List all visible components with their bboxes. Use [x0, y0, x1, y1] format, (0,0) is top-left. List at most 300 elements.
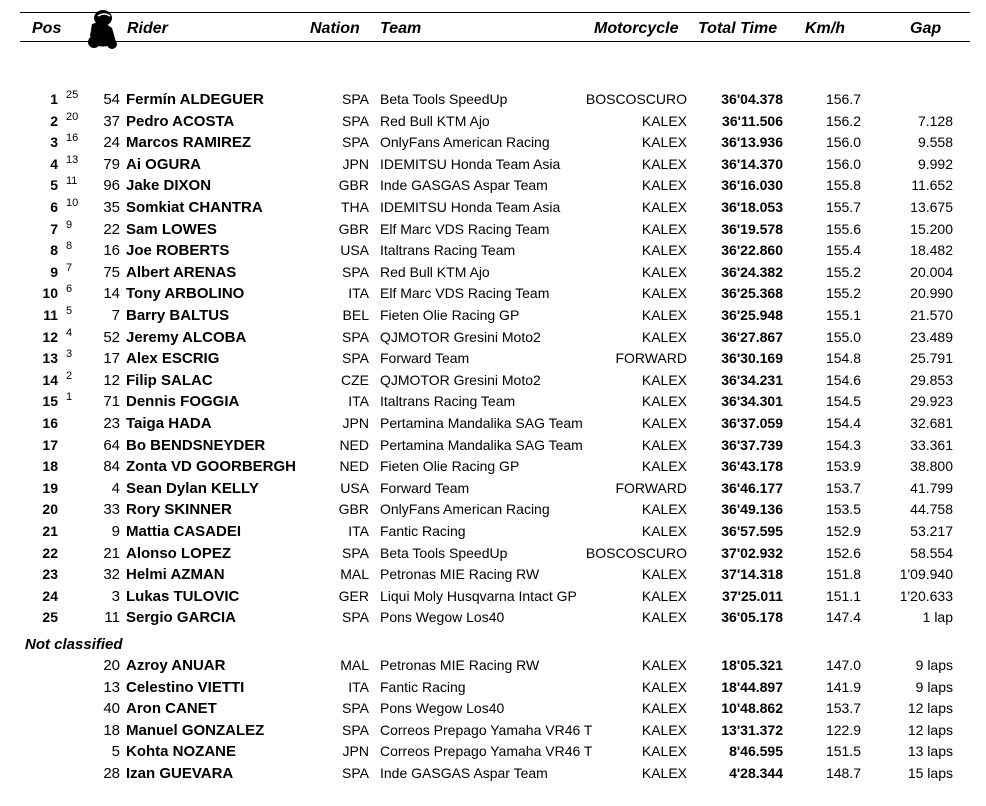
- gap: 15 laps: [907, 765, 953, 781]
- rider-number: 33: [103, 501, 120, 519]
- position: 15: [42, 393, 58, 410]
- team-name: Petronas MIE Racing RW: [380, 657, 540, 673]
- speed-kmh: 153.5: [825, 501, 861, 518]
- gap: 21.570: [910, 307, 953, 323]
- speed-kmh: 155.4: [825, 242, 861, 259]
- header-top-rule: [20, 12, 970, 13]
- speed-kmh: 147.4: [825, 609, 861, 626]
- motorcycle: KALEX: [641, 678, 687, 695]
- total-time: 36'37.739: [721, 436, 783, 453]
- rider-name: Azroy ANUAR: [126, 657, 226, 674]
- rider-name: Sergio GARCIA: [126, 609, 237, 627]
- motorcycle-rider-icon: [82, 6, 122, 50]
- speed-kmh: 122.9: [825, 721, 861, 738]
- team-name: OnlyFans American Racing: [380, 501, 550, 518]
- motorcycle: KALEX: [641, 523, 687, 539]
- rider-name: Bo BENDSNEYDER: [126, 436, 266, 454]
- team-name: Inde GASGAS Aspar Team: [380, 765, 548, 781]
- rider-number: 64: [103, 436, 120, 454]
- total-time: 10'48.862: [721, 700, 783, 717]
- total-time: 36'27.867: [721, 328, 783, 345]
- gap: 12 laps: [907, 700, 953, 717]
- nation-code: JPN: [342, 415, 369, 431]
- gap: 9.992: [917, 155, 953, 172]
- rider-name: Sean Dylan KELLY: [126, 479, 259, 497]
- total-time: 13'31.372: [721, 721, 783, 738]
- speed-kmh: 156.2: [825, 112, 861, 129]
- position: 11: [43, 307, 58, 323]
- rider-number: 23: [103, 415, 120, 432]
- table-row: [0, 543, 986, 564]
- table-row: [0, 607, 986, 628]
- nation-code: ITA: [348, 523, 369, 539]
- position: 21: [42, 523, 58, 539]
- position: 3: [50, 134, 58, 151]
- position: 14: [42, 371, 58, 388]
- rider-name: Zonta VD GOORBERGH: [126, 458, 297, 476]
- position: 1: [50, 91, 58, 107]
- not-classified-heading: Not classified: [25, 636, 123, 653]
- header-total-time: Total Time: [698, 20, 778, 37]
- gap: 12 laps: [907, 721, 953, 738]
- total-time: 36'34.231: [721, 371, 783, 388]
- nation-code: SPA: [342, 544, 369, 561]
- gap: 15.200: [910, 220, 953, 237]
- position: 19: [42, 479, 58, 496]
- rider-number: 32: [103, 566, 120, 584]
- gap: 7.128: [917, 112, 953, 129]
- position: 7: [50, 220, 58, 237]
- rider-name: Dennis FOGGIA: [126, 393, 240, 411]
- rider-name: Mattia CASADEI: [126, 523, 242, 540]
- rider-number: 21: [103, 544, 120, 562]
- total-time: 36'46.177: [721, 479, 783, 496]
- speed-kmh: 156.7: [825, 91, 861, 107]
- team-name: Pertamina Mandalika SAG Team: [380, 436, 583, 453]
- total-time: 37'14.318: [721, 566, 783, 583]
- position: 9: [50, 263, 58, 280]
- points: 3: [66, 348, 73, 361]
- table-row: [0, 219, 986, 240]
- points: 4: [66, 326, 73, 339]
- nation-code: THA: [341, 199, 369, 215]
- table-row: [0, 499, 986, 520]
- gap: 53.217: [910, 523, 953, 539]
- team-name: Elf Marc VDS Racing Team: [380, 220, 550, 237]
- team-name: Correos Prepago Yamaha VR46 T: [380, 721, 593, 738]
- header-gap: Gap: [910, 20, 942, 37]
- motorcycle: KALEX: [641, 155, 687, 172]
- rider-name: Celestino VIETTI: [126, 678, 245, 696]
- points: 16: [66, 132, 79, 145]
- total-time: 36'05.178: [721, 609, 783, 626]
- nation-code: NED: [339, 458, 369, 475]
- points: 11: [66, 175, 78, 188]
- rider-name: Helmi AZMAN: [126, 566, 225, 584]
- points: 9: [66, 218, 73, 231]
- total-time: 36'19.578: [721, 220, 783, 237]
- points: 6: [66, 283, 73, 296]
- rider-number: 84: [103, 458, 120, 476]
- table-row: [0, 327, 986, 348]
- nation-code: SPA: [342, 328, 369, 345]
- points: 25: [66, 89, 79, 101]
- rider-number: 18: [103, 721, 120, 739]
- table-row: [0, 197, 986, 218]
- speed-kmh: 141.9: [825, 678, 861, 695]
- rider-name: Somkiat CHANTRA: [126, 199, 263, 216]
- nation-code: JPN: [342, 743, 369, 760]
- rider-name: Sam LOWES: [126, 220, 217, 238]
- table-row: [0, 564, 986, 585]
- gap: 38.800: [910, 458, 953, 475]
- motorcycle: KALEX: [641, 657, 687, 673]
- position: 23: [42, 566, 58, 583]
- speed-kmh: 154.6: [825, 371, 861, 388]
- speed-kmh: 148.7: [825, 765, 861, 781]
- rider-name: Kohta NOZANE: [126, 743, 236, 761]
- nation-code: SPA: [342, 700, 369, 717]
- team-name: Forward Team: [380, 350, 470, 367]
- total-time: 36'18.053: [721, 199, 783, 215]
- position: 25: [42, 609, 58, 626]
- speed-kmh: 155.6: [825, 220, 861, 237]
- motorcycle: KALEX: [641, 765, 687, 781]
- team-name: Fieten Olie Racing GP: [380, 307, 520, 323]
- speed-kmh: 156.0: [825, 155, 861, 172]
- rider-number: 71: [103, 393, 120, 411]
- team-name: Fantic Racing: [380, 678, 466, 695]
- nation-code: SPA: [342, 112, 369, 129]
- motorcycle: KALEX: [641, 458, 687, 475]
- gap: 1'20.633: [899, 587, 953, 604]
- motorcycle: KALEX: [641, 501, 687, 518]
- rider-name: Jeremy ALCOBA: [126, 328, 247, 346]
- team-name: Correos Prepago Yamaha VR46 T: [380, 743, 593, 760]
- nation-code: BEL: [342, 307, 369, 323]
- table-row: [0, 521, 986, 542]
- nation-code: SPA: [342, 721, 369, 738]
- nation-code: SPA: [342, 91, 369, 107]
- gap: 9 laps: [915, 678, 953, 695]
- total-time: 37'25.011: [722, 587, 783, 604]
- rider-name: Alonso LOPEZ: [126, 544, 231, 562]
- points: 1: [66, 391, 73, 404]
- total-time: 8'46.595: [729, 743, 783, 760]
- nation-code: NED: [339, 436, 369, 453]
- motorcycle: KALEX: [641, 112, 687, 129]
- motorcycle: KALEX: [641, 566, 687, 583]
- team-name: Beta Tools SpeedUp: [380, 91, 508, 107]
- header-team: Team: [380, 20, 422, 37]
- rider-number: 14: [103, 285, 120, 303]
- table-row: [0, 132, 986, 153]
- points: 5: [66, 305, 73, 317]
- rider-name: Manuel GONZALEZ: [126, 721, 265, 739]
- table-row: [0, 413, 986, 434]
- speed-kmh: 155.8: [825, 177, 861, 194]
- table-row: [0, 456, 986, 477]
- nation-code: MAL: [340, 657, 369, 673]
- rider-number: 13: [103, 678, 120, 696]
- motorcycle: KALEX: [641, 743, 687, 760]
- nation-code: JPN: [342, 155, 369, 172]
- motorcycle: KALEX: [641, 609, 687, 626]
- rider-number: 3: [111, 587, 120, 605]
- team-name: QJMOTOR Gresini Moto2: [380, 371, 541, 388]
- rider-number: 37: [103, 112, 120, 130]
- team-name: IDEMITSU Honda Team Asia: [380, 155, 561, 172]
- speed-kmh: 152.6: [825, 544, 861, 561]
- gap: 9.558: [917, 134, 953, 151]
- rider-name: Marcos RAMIREZ: [126, 134, 252, 152]
- position: 16: [42, 415, 58, 431]
- rider-number: 11: [104, 609, 120, 627]
- position: 24: [42, 587, 58, 604]
- total-time: 36'43.178: [721, 458, 783, 475]
- total-time: 18'44.897: [721, 678, 783, 695]
- speed-kmh: 154.8: [825, 350, 861, 367]
- motorcycle: KALEX: [641, 242, 687, 259]
- table-row: [0, 283, 986, 304]
- rider-name: Ai OGURA: [126, 155, 201, 173]
- nation-code: CZE: [341, 371, 369, 388]
- position: 6: [50, 199, 58, 215]
- nation-code: SPA: [342, 263, 369, 280]
- team-name: OnlyFans American Racing: [380, 134, 550, 151]
- position: 20: [42, 501, 58, 518]
- gap: 1'09.940: [899, 566, 953, 583]
- position: 22: [42, 544, 58, 561]
- speed-kmh: 153.7: [825, 700, 861, 717]
- motorcycle: KALEX: [641, 415, 687, 431]
- header-nation: Nation: [310, 20, 360, 37]
- total-time: 36'57.595: [721, 523, 783, 539]
- total-time: 36'04.378: [721, 91, 783, 107]
- speed-kmh: 153.7: [825, 479, 861, 496]
- nation-code: ITA: [348, 393, 369, 410]
- gap: 32.681: [910, 415, 953, 431]
- points: 8: [66, 240, 73, 253]
- team-name: Fantic Racing: [380, 523, 466, 539]
- speed-kmh: 152.9: [825, 523, 861, 539]
- total-time: 37'02.932: [721, 544, 783, 561]
- motorcycle: KALEX: [641, 328, 687, 345]
- table-header: [0, 0, 986, 60]
- team-name: Pons Wegow Los40: [380, 700, 505, 717]
- speed-kmh: 155.7: [825, 199, 861, 215]
- rider-name: Jake DIXON: [126, 177, 212, 195]
- motorcycle: KALEX: [641, 587, 687, 604]
- gap: 58.554: [910, 544, 953, 561]
- gap: 13 laps: [907, 743, 953, 760]
- rider-number: 75: [103, 263, 120, 281]
- motorcycle: KALEX: [641, 220, 687, 237]
- nation-code: SPA: [342, 765, 369, 781]
- gap: 41.799: [910, 479, 953, 496]
- motorcycle: KALEX: [641, 700, 687, 717]
- gap: 9 laps: [915, 657, 953, 673]
- rider-name: Taiga HADA: [126, 415, 212, 432]
- table-row: [0, 586, 986, 607]
- gap: 20.004: [910, 263, 953, 280]
- table-row: [0, 741, 986, 762]
- speed-kmh: 151.5: [825, 743, 861, 760]
- gap: 11.652: [911, 177, 953, 194]
- gap: 23.489: [910, 328, 953, 345]
- table-row: [0, 262, 986, 283]
- table-row: [0, 763, 986, 784]
- total-time: 36'14.370: [721, 155, 783, 172]
- team-name: Fieten Olie Racing GP: [380, 458, 520, 475]
- team-name: Inde GASGAS Aspar Team: [380, 177, 548, 194]
- total-time: 36'34.301: [721, 393, 783, 410]
- rider-name: Alex ESCRIG: [126, 350, 220, 368]
- rider-number: 7: [111, 307, 120, 324]
- total-time: 36'22.860: [721, 242, 783, 259]
- rider-number: 4: [111, 479, 120, 497]
- gap: 29.923: [910, 393, 953, 410]
- motorcycle: BOSCOSCURO: [585, 91, 687, 107]
- header-motorcycle: Motorcycle: [594, 20, 679, 37]
- header-kmh: Km/h: [805, 20, 845, 37]
- nation-code: ITA: [348, 285, 369, 302]
- total-time: 36'49.136: [721, 501, 783, 518]
- rider-number: 54: [103, 91, 120, 108]
- motorcycle: FORWARD: [615, 350, 687, 367]
- rider-name: Fermín ALDEGUER: [126, 91, 264, 108]
- rider-number: 24: [103, 134, 120, 152]
- motorcycle: KALEX: [641, 371, 687, 388]
- rider-number: 40: [103, 700, 120, 718]
- table-row: [0, 111, 986, 132]
- motorcycle: KALEX: [641, 177, 687, 194]
- motorcycle: KALEX: [641, 134, 687, 151]
- rider-number: 22: [103, 220, 120, 238]
- nation-code: GBR: [338, 177, 369, 194]
- rider-number: 52: [103, 328, 120, 346]
- table-row: [0, 348, 986, 369]
- table-row: [0, 154, 986, 175]
- rider-number: 9: [111, 523, 120, 540]
- speed-kmh: 154.3: [825, 436, 861, 453]
- speed-kmh: 151.8: [825, 566, 861, 583]
- team-name: Red Bull KTM Ajo: [380, 112, 490, 129]
- rider-number: 35: [103, 199, 120, 216]
- nation-code: SPA: [342, 350, 369, 367]
- position: 13: [42, 350, 58, 367]
- team-name: Italtrans Racing Team: [380, 393, 516, 410]
- total-time: 36'16.030: [721, 177, 783, 194]
- rider-number: 20: [103, 657, 120, 674]
- rider-number: 12: [103, 371, 120, 389]
- position: 8: [50, 242, 58, 259]
- total-time: 36'11.506: [722, 112, 783, 129]
- nation-code: GBR: [338, 501, 369, 518]
- rider-number: 79: [103, 155, 120, 173]
- rider-number: 5: [111, 743, 120, 761]
- gap: 44.758: [910, 501, 953, 518]
- table-row: [0, 391, 986, 412]
- position: 10: [42, 285, 58, 302]
- total-time: 36'24.382: [721, 263, 783, 280]
- rider-name: Aron CANET: [126, 700, 217, 718]
- speed-kmh: 155.2: [825, 285, 861, 302]
- nation-code: USA: [340, 479, 369, 496]
- points: 7: [66, 261, 73, 274]
- nation-code: MAL: [340, 566, 369, 583]
- speed-kmh: 154.4: [825, 415, 861, 431]
- position: 17: [42, 436, 58, 453]
- motorcycle: KALEX: [641, 436, 687, 453]
- position: 18: [42, 458, 58, 475]
- speed-kmh: 155.1: [825, 307, 861, 323]
- gap: 13.675: [910, 199, 953, 215]
- table-row: [0, 478, 986, 499]
- rider-name: Filip SALAC: [126, 371, 213, 389]
- nation-code: ITA: [348, 678, 369, 695]
- team-name: Elf Marc VDS Racing Team: [380, 285, 550, 302]
- rider-number: 16: [103, 242, 120, 260]
- team-name: Italtrans Racing Team: [380, 242, 516, 259]
- table-row: [0, 305, 986, 326]
- points: 20: [66, 110, 79, 123]
- header-bottom-rule: [20, 41, 970, 42]
- points: 10: [66, 197, 79, 209]
- team-name: Pertamina Mandalika SAG Team: [380, 415, 583, 431]
- team-name: Liqui Moly Husqvarna Intact GP: [380, 587, 577, 604]
- motorcycle: KALEX: [641, 263, 687, 280]
- table-row: [0, 240, 986, 261]
- team-name: Beta Tools SpeedUp: [380, 544, 508, 561]
- speed-kmh: 156.0: [825, 134, 861, 151]
- gap: 18.482: [910, 242, 953, 259]
- total-time: 4'28.344: [729, 765, 783, 781]
- speed-kmh: 155.2: [825, 263, 861, 280]
- total-time: 36'37.059: [721, 415, 783, 431]
- total-time: 18'05.321: [721, 657, 783, 673]
- rider-name: Izan GUEVARA: [126, 765, 234, 782]
- rider-number: 28: [103, 765, 120, 782]
- rider-name: Tony ARBOLINO: [126, 285, 245, 303]
- nation-code: GBR: [338, 220, 369, 237]
- speed-kmh: 155.0: [825, 328, 861, 345]
- speed-kmh: 147.0: [825, 657, 861, 673]
- table-row: [0, 370, 986, 391]
- table-row: [0, 720, 986, 741]
- gap: 25.791: [910, 350, 953, 367]
- gap: 1 lap: [922, 609, 953, 626]
- header-rider: Rider: [127, 20, 168, 37]
- rider-name: Rory SKINNER: [126, 501, 232, 519]
- rider-name: Barry BALTUS: [126, 307, 230, 324]
- nation-code: USA: [340, 242, 369, 259]
- position: 4: [50, 155, 58, 172]
- table-row: [0, 698, 986, 719]
- position: 2: [50, 112, 58, 129]
- nation-code: SPA: [342, 609, 369, 626]
- speed-kmh: 153.9: [825, 458, 861, 475]
- gap: 29.853: [910, 371, 953, 388]
- team-name: Petronas MIE Racing RW: [380, 566, 540, 583]
- rider-number: 96: [103, 177, 120, 195]
- points: 2: [66, 369, 73, 382]
- motorcycle: KALEX: [641, 393, 687, 410]
- table-row: [0, 175, 986, 196]
- table-row: [0, 89, 986, 110]
- nation-code: SPA: [342, 134, 369, 151]
- position: 12: [42, 328, 58, 345]
